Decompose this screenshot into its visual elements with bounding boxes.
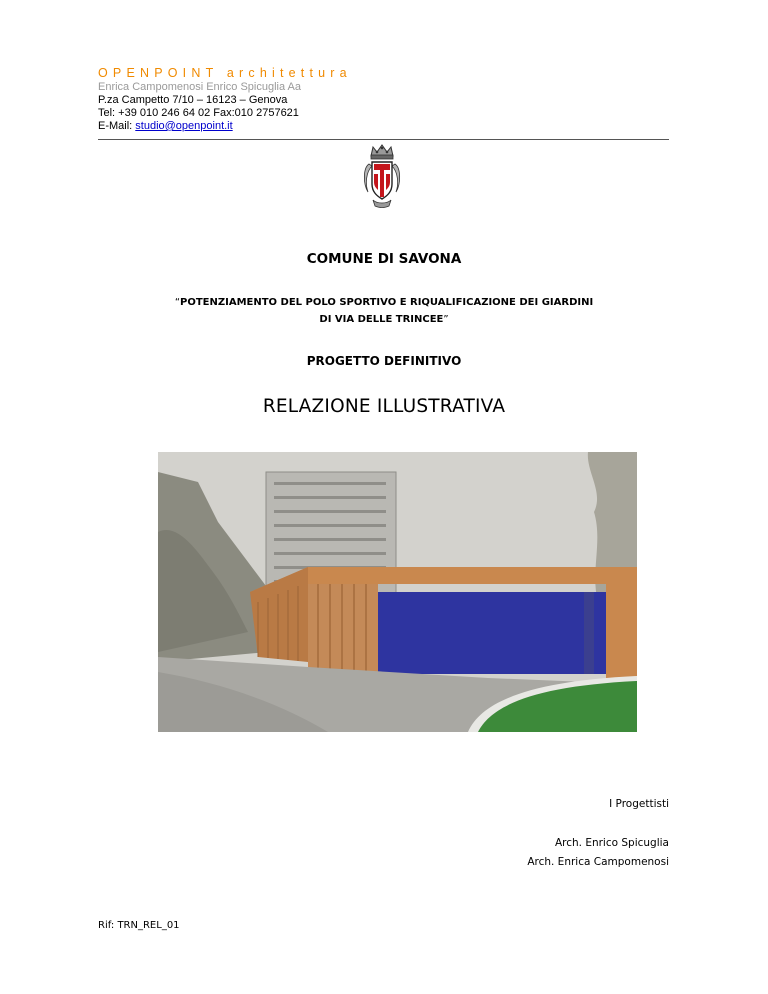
project-subject-line2 bbox=[0, 311, 768, 328]
architect-campomenosi: Arch. Enrica Campomenosi bbox=[527, 856, 669, 868]
project-subject bbox=[0, 294, 768, 328]
project-title-line2: DI VIA DELLE TRINCEE bbox=[319, 314, 444, 325]
project-subject-line1 bbox=[0, 294, 768, 311]
studio-address: P.za Campetto 7/10 – 16123 – Genova bbox=[98, 94, 288, 106]
close-quote: ” bbox=[443, 314, 449, 325]
letterhead bbox=[98, 66, 352, 133]
studio-phone-fax: Tel: +39 010 246 64 02 Fax:010 2757621 bbox=[98, 107, 299, 119]
architect-spicuglia: Arch. Enrico Spicuglia bbox=[554, 837, 669, 849]
document-title: RELAZIONE ILLUSTRATIVA bbox=[262, 396, 506, 417]
project-title-line1: POTENZIAMENTO DEL POLO SPORTIVO E RIQUALIFICAZIONE DEI GIARDINI bbox=[180, 297, 594, 308]
savona-coat-of-arms-icon bbox=[361, 144, 403, 208]
open-quote: “ bbox=[174, 297, 180, 308]
email-link[interactable]: studio@openpoint.it bbox=[135, 120, 233, 132]
header-divider bbox=[98, 139, 669, 140]
designers-heading: I Progettisti bbox=[609, 798, 669, 810]
studio-partners: Enrica Campomenosi Enrico Spicuglia Aa bbox=[98, 81, 301, 93]
project-phase: PROGETTO DEFINITIVO bbox=[306, 354, 462, 368]
municipality-title: COMUNE DI SAVONA bbox=[306, 251, 462, 267]
studio-brand-name: OPENPOINT architettura bbox=[98, 66, 352, 80]
studio-email-line bbox=[98, 120, 352, 133]
building-rendering-photo bbox=[158, 452, 637, 732]
document-reference: Rif: TRN_REL_01 bbox=[98, 920, 180, 931]
email-label: E-Mail: bbox=[98, 120, 136, 132]
